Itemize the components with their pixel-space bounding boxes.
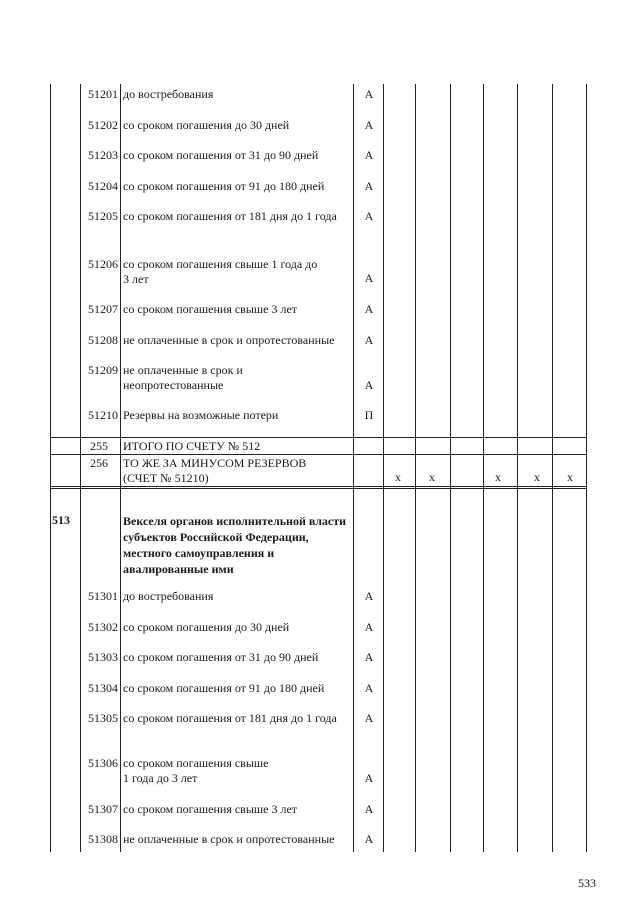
row-type: А (364, 832, 374, 846)
row-code: 51205 (88, 209, 118, 223)
row-code: 51207 (88, 302, 118, 316)
row-type: А (364, 589, 374, 603)
row-name: со сроком погашения от 91 до 180 дней (123, 681, 325, 695)
row-name: до востребования (123, 87, 214, 101)
net-mark: х (395, 470, 401, 484)
grid-column-line (415, 84, 416, 852)
row-code: 51308 (88, 832, 118, 846)
net-mark: х (429, 470, 435, 484)
row-name: со сроком погашения от 181 дня до 1 года (123, 209, 337, 223)
row-type: П (364, 408, 374, 422)
grid-row-line (50, 488, 587, 489)
row-name: со сроком погашения до 30 дней (123, 118, 290, 132)
row-type: А (364, 271, 374, 285)
grid-row-line (50, 437, 587, 438)
row-name: не оплаченные в срок и опротестованные (123, 333, 335, 347)
page-number: 533 (578, 876, 596, 890)
row-code: 51303 (88, 650, 118, 664)
row-type: А (364, 333, 374, 347)
net-mark: х (567, 470, 573, 484)
row-code: 51208 (88, 333, 118, 347)
row-type: А (364, 148, 374, 162)
row-code: 51204 (88, 179, 118, 193)
row-type: А (364, 179, 374, 193)
row-name: со сроком погашения от 31 до 90 дней (123, 650, 319, 664)
row-type: А (364, 118, 374, 132)
row-name: не оплаченные в срок и неопротестованные (123, 363, 243, 392)
row-name: со сроком погашения свыше 1 года до 3 лет (123, 257, 318, 286)
row-name: со сроком погашения до 30 дней (123, 620, 290, 634)
row-code: 51210 (88, 408, 118, 422)
row-code: 51201 (88, 87, 118, 101)
row-name: со сроком погашения от 91 до 180 дней (123, 179, 325, 193)
row-type: А (364, 771, 374, 785)
grid-column-line (50, 84, 51, 852)
net-name-line2: (СЧЕТ № 51210) (123, 471, 209, 485)
row-type: А (364, 209, 374, 223)
row-type: А (364, 302, 374, 316)
row-name: со сроком погашения свыше 3 лет (123, 302, 298, 316)
grid-column-line (552, 84, 553, 852)
row-code: 51306 (88, 756, 118, 770)
net-name-line1: ТО ЖЕ ЗА МИНУСОМ РЕЗЕРВОВ (123, 456, 307, 470)
row-code: 51203 (88, 148, 118, 162)
row-code: 51307 (88, 802, 118, 816)
row-code: 51206 (88, 257, 118, 271)
grid-row-line (50, 454, 587, 455)
net-code: 256 (90, 456, 108, 470)
total-code: 255 (90, 439, 108, 453)
row-type: А (364, 681, 374, 695)
row-type: А (364, 378, 374, 392)
grid-column-line (120, 84, 121, 852)
row-name: не оплаченные в срок и опротестованные (123, 832, 335, 846)
row-type: А (364, 711, 374, 725)
row-name: со сроком погашения свыше 1 года до 3 лет (123, 756, 269, 785)
grid-column-line (586, 84, 587, 852)
row-type: А (364, 650, 374, 664)
grid-column-line (483, 84, 484, 852)
row-type: А (364, 802, 374, 816)
row-type: А (364, 87, 374, 101)
total-name: ИТОГО ПО СЧЕТУ № 512 (123, 439, 261, 453)
row-code: 51304 (88, 681, 118, 695)
row-name: Резервы на возможные потери (123, 408, 279, 422)
row-name: со сроком погашения свыше 3 лет (123, 802, 298, 816)
row-type: А (364, 620, 374, 634)
grid-column-line (383, 84, 384, 852)
row-code: 51209 (88, 363, 118, 377)
grid-column-line (450, 84, 451, 852)
section-title: Векселя органов исполнительной власти субъектов Российской Федерации, местного самоуправления и авалированные ими (123, 514, 347, 576)
grid-row-line (50, 486, 587, 487)
net-mark: х (495, 470, 501, 484)
row-code: 51305 (88, 711, 118, 725)
row-name: со сроком погашения от 31 до 90 дней (123, 148, 319, 162)
row-code: 51302 (88, 620, 118, 634)
row-code: 51301 (88, 589, 118, 603)
row-name: со сроком погашения от 181 дня до 1 года (123, 711, 337, 725)
section-code: 513 (52, 513, 70, 527)
grid-column-line (517, 84, 518, 852)
row-name: до востребования (123, 589, 214, 603)
row-code: 51202 (88, 118, 118, 132)
net-mark: х (534, 470, 540, 484)
